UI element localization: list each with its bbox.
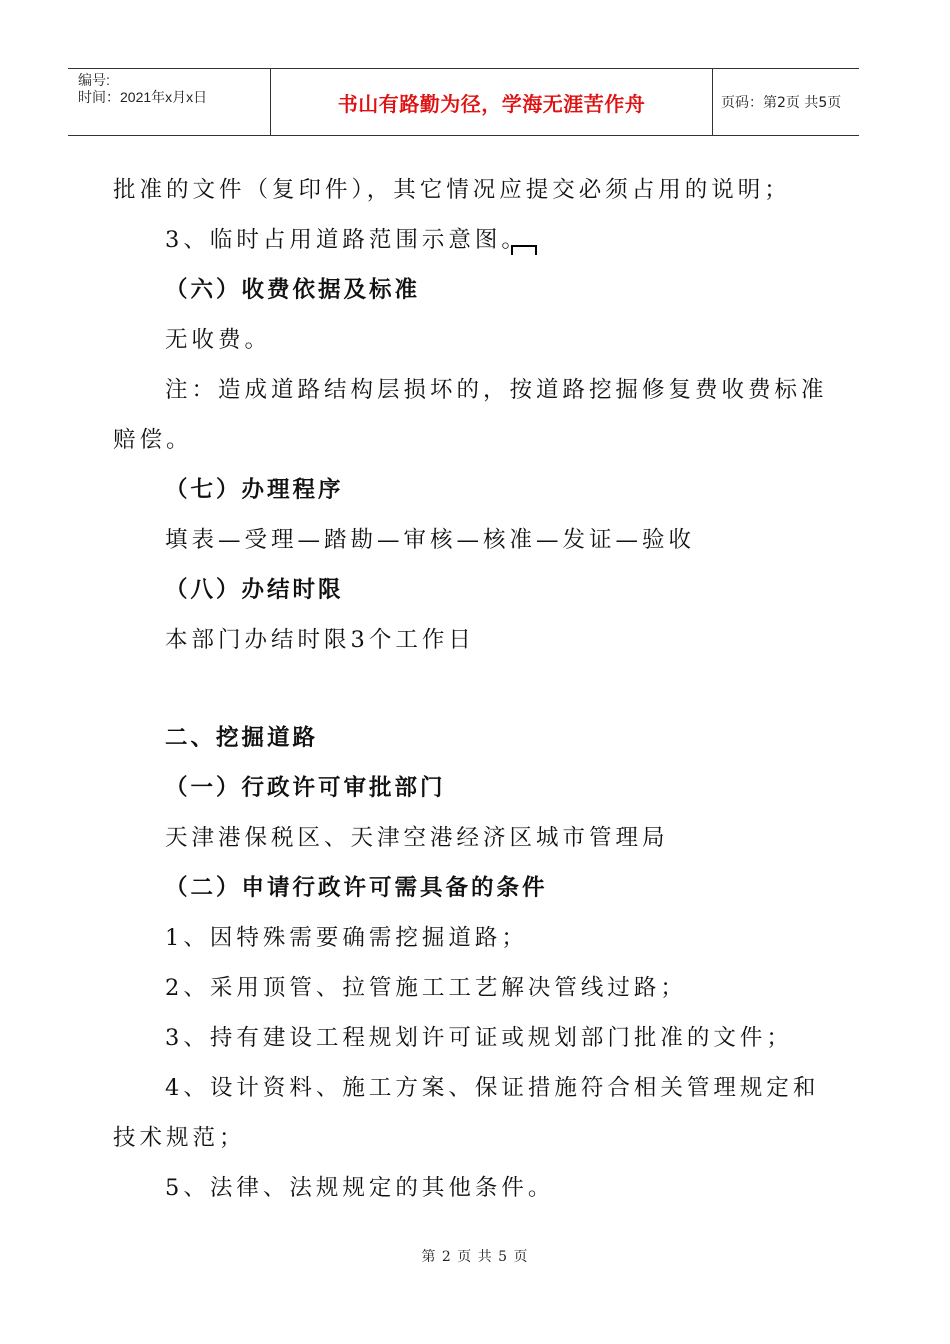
header-motto-cell [270,69,713,135]
list-item-continuation: 技术规范； [113,1125,246,1151]
body-line: 批准的文件（复印件），其它情况应提交必须占用的说明； [113,177,791,203]
body-line: 填表—受理—踏勘—审核—核准—发证—验收 [165,527,696,553]
body-line: 3、临时占用道路范围示意图。 [165,227,528,253]
body-line: 赔偿。 [113,427,193,453]
header-page-info [713,69,859,135]
header-meta [68,69,270,135]
chapter-heading: 二、挖掘道路 [165,725,319,751]
number-label: 编号: [78,72,110,88]
list-item: 2、采用顶管、拉管施工工艺解决管线过路； [165,975,687,1001]
body-line: 注：造成道路结构层损坏的，按道路挖掘修复费收费标准 [165,377,828,403]
bracket-mark-icon [511,245,537,255]
page-info-text: 页码：第2页 共5页 [721,95,842,111]
section-heading: （六）收费依据及标准 [165,277,421,303]
body-line: 本部门办结时限3个工作日 [165,627,475,653]
section-heading: （八）办结时限 [165,577,344,603]
body-line: 无收费。 [165,327,272,353]
page-header [68,68,859,136]
page-footer: 第 2 页 共 5 页 [421,1249,529,1265]
time-label: 时间：2021年x月x日 [78,89,208,105]
list-item: 5、法律、法规规定的其他条件。 [165,1175,555,1201]
body-line: 天津港保税区、天津空港经济区城市管理局 [165,825,669,851]
motto-text: 书山有路勤为径，学海无涯苦作舟 [337,91,646,116]
section-heading: （七）办理程序 [165,477,344,503]
list-item: 4、设计资料、施工方案、保证措施符合相关管理规定和 [165,1075,820,1101]
list-item: 3、持有建设工程规划许可证或规划部门批准的文件； [165,1025,793,1051]
section-heading: （一）行政许可审批部门 [165,775,446,801]
list-item: 1、因特殊需要确需挖掘道路； [165,925,528,951]
section-heading: （二）申请行政许可需具备的条件 [165,875,548,901]
